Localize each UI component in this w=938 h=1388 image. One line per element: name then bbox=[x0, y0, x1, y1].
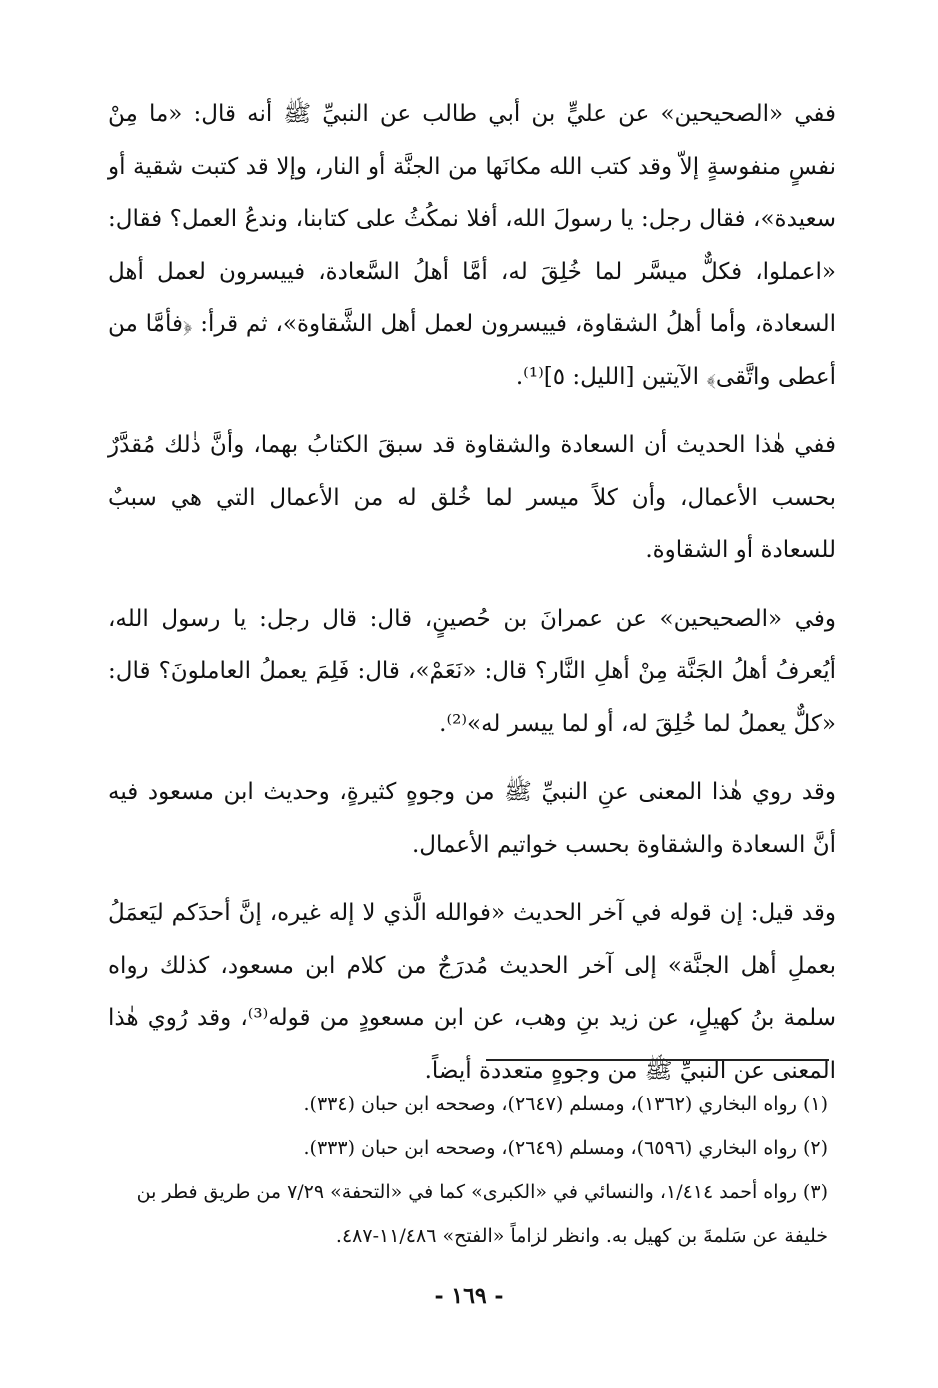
paragraph-5: وقد قيل: إن قوله في آخر الحديث «فوالله الَّذي لا إله غيره، إنَّ أحدَكم ليَعمَلُ بعملِ أهل الجنَّة» إلى آخر الحديث مُدرَجٌ من كلام ابن مسعود، كذلك رواه سلمة بنُ كهيلٍ، عن زيد بنِ وهب، عن ابن مسعودٍ من قوله⁽³⁾، وقد رُوي هٰذا المعنى عن النبيِّ ﷺ من وجوهٍ متعددة أيضاً. bbox=[108, 900, 836, 1084]
paragraph-2: ففي هٰذا الحديث أن السعادة والشقاوة قد سبقَ الكتابُ بهما، وأنَّ ذٰلك مُقدَّرٌ بحسب الأعمال، وأن كلاً ميسر لما خُلق له من الأعمال التي هي سببٌ للسعادة أو الشقاوة. bbox=[108, 432, 836, 563]
paragraph-3: وفي «الصحيحين» عن عمرانَ بن حُصينٍ، قال: قال رجل: يا رسول الله، أيُعرفُ أهلُ الجَنَّة مِنْ أهلِ النَّار؟ قال: «نَعَمْ»، قال: فَلِمَ يعملُ العاملونَ؟ قال: «كلٌّ يعملُ لما خُلِقَ له، أو لما ييسر له»⁽²⁾. bbox=[108, 605, 836, 737]
page-number: - ١٦٩ - bbox=[434, 1283, 504, 1309]
footnotes bbox=[100, 1082, 828, 1258]
footnote-3: (٣) رواه أحمد ١/٤١٤، والنسائي في «الكبرى» كما في «التحفة» ٧/٢٩ من طريق فطر بن خليفة عن سَلمةَ بن كهيل به. وانظر لزاماً «الفتح» ١١/٤٨٦-٤٨٧. bbox=[136, 1181, 828, 1247]
main-text bbox=[108, 88, 836, 1113]
footnote-2: (٢) رواه البخاري (٦٥٩٦)، ومسلم (٢٦٤٩)، وصححه ابن حبان (٣٣٣). bbox=[303, 1137, 828, 1159]
paragraph-4: وقد روي هٰذا المعنى عنِ النبيِّ ﷺ من وجوهٍ كثيرةٍ، وحديث ابن مسعود فيه أنَّ السعادة والشقاوة بحسب خواتيم الأعمال. bbox=[108, 779, 836, 858]
footnote-1: (١) رواه البخاري (١٣٦٢)، ومسلم (٢٦٤٧)، وصححه ابن حبان (٣٣٤). bbox=[303, 1093, 828, 1115]
paragraph-1: ففي «الصحيحين» عن عليٍّ بن أبي طالب عن النبيِّ ﷺ أنه قال: «ما مِنْ نفسٍ منفوسةٍ إلاّ وقد كتب الله مكانَها من الجنَّة أو النار، وإلا قد كتبت شقية أو سعيدة»، فقال رجل: يا رسولَ الله، أفلا نمكُثُ على كتابنا، وندعُ العمل؟ فقال: «اعملوا، فكلٌّ ميسَّر لما خُلِقَ له، أمَّا أهلُ السَّعادة، فييسرون لعمل أهل السعادة، وأما أهلُ الشقاوة، فييسرون لعمل أهل الشَّقاوة»، ثم قرأ: ﴿فأمَّا من أعطى واتَّقى﴾ الآيتين [الليل: ٥]⁽¹⁾. bbox=[108, 101, 836, 390]
footnote-divider bbox=[486, 1059, 829, 1061]
